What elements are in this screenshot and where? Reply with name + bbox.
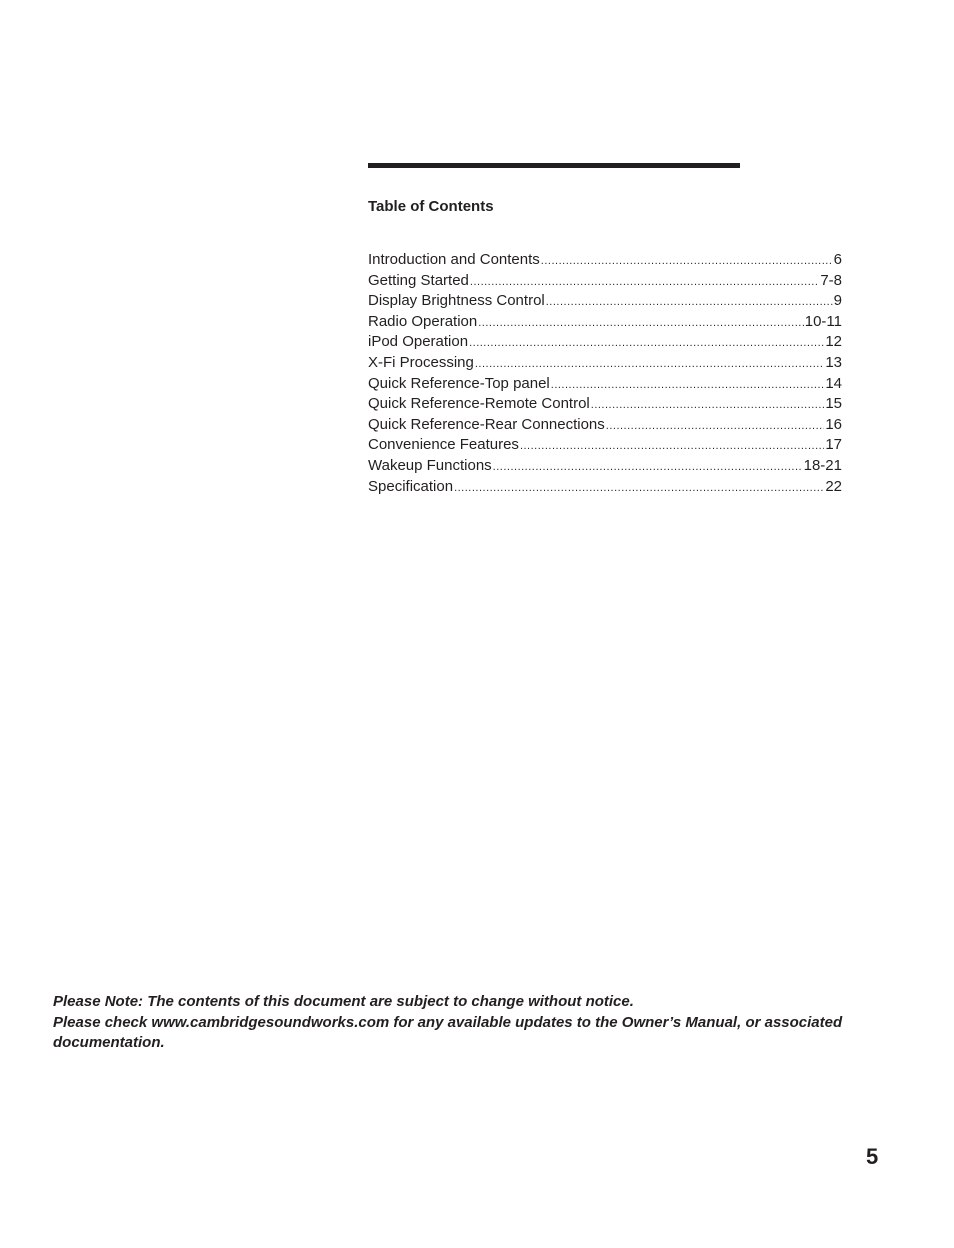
toc-entry-label: Quick Reference-Rear Connections: [368, 415, 605, 433]
toc-entry[interactable]: [368, 456, 842, 477]
toc-dot-leader: [469, 333, 824, 353]
toc-dot-leader: [520, 436, 824, 456]
toc-dot-leader: [606, 416, 825, 436]
header-rule: [368, 163, 740, 168]
toc-entry-label: iPod Operation: [368, 333, 469, 351]
toc-dot-leader: [551, 375, 825, 395]
toc-entry-label: Quick Reference-Remote Control: [368, 395, 590, 413]
toc-entry-label: X-Fi Processing: [368, 353, 474, 371]
toc-entry[interactable]: [368, 477, 842, 498]
toc-entry[interactable]: [368, 250, 842, 271]
update-notice: [53, 992, 873, 1054]
page-number: 5: [866, 1144, 879, 1169]
toc-entry-label: Quick Reference-Top panel: [368, 374, 550, 392]
toc-entry-page: 10-11: [804, 312, 842, 330]
toc-entry-page: 7-8: [820, 271, 842, 289]
toc-dot-leader: [541, 251, 833, 271]
toc-entry[interactable]: [368, 291, 842, 312]
update-notice-line-2: Please check www.cambridgesoundworks.com for any available updates to the Owner’s Manual, or associated documentation.: [53, 1013, 843, 1051]
toc-entry[interactable]: [368, 332, 842, 353]
toc-entry-label: Getting Started: [368, 271, 469, 289]
toc-entry-label: Specification: [368, 477, 454, 495]
toc-entry[interactable]: [368, 394, 842, 415]
toc-entry-label: Radio Operation: [368, 312, 478, 330]
toc-entry-page: 13: [825, 353, 842, 371]
update-notice-line-1: Please Note: The contents of this document are subject to change without notice.: [53, 993, 634, 1010]
toc-entry-label: Introduction and Contents: [368, 251, 540, 268]
toc-dot-leader: [546, 292, 833, 312]
toc-entry-page: 14: [825, 374, 842, 392]
toc-entry-page: 17: [825, 436, 842, 454]
toc-entry[interactable]: [368, 415, 842, 436]
toc-entry-page: 16: [825, 415, 842, 433]
toc-entry-page: 9: [833, 292, 842, 310]
toc-entry-label: Wakeup Functions: [368, 456, 492, 474]
toc-entry-page: 22: [825, 477, 842, 495]
toc-entry-page: 6: [833, 251, 842, 268]
toc-dot-leader: [591, 395, 825, 415]
toc-list: [368, 250, 842, 497]
toc-entry[interactable]: [368, 374, 842, 395]
toc-entry[interactable]: [368, 271, 842, 292]
toc-dot-leader: [478, 313, 804, 333]
toc-dot-leader: [454, 478, 824, 498]
toc-dot-leader: [475, 354, 824, 374]
toc-entry-label: Display Brightness Control: [368, 292, 545, 310]
toc-entry[interactable]: [368, 312, 842, 333]
toc-entry-page: 18-21: [803, 456, 842, 474]
toc-dot-leader: [493, 457, 803, 477]
toc-entry-page: 15: [825, 395, 842, 413]
toc-entry[interactable]: [368, 435, 842, 456]
toc-entry-label: Convenience Features: [368, 436, 519, 454]
toc-title: Table of Contents: [368, 198, 494, 215]
toc-dot-leader: [470, 272, 819, 292]
toc-entry[interactable]: [368, 353, 842, 374]
toc-entry-page: 12: [825, 333, 842, 351]
